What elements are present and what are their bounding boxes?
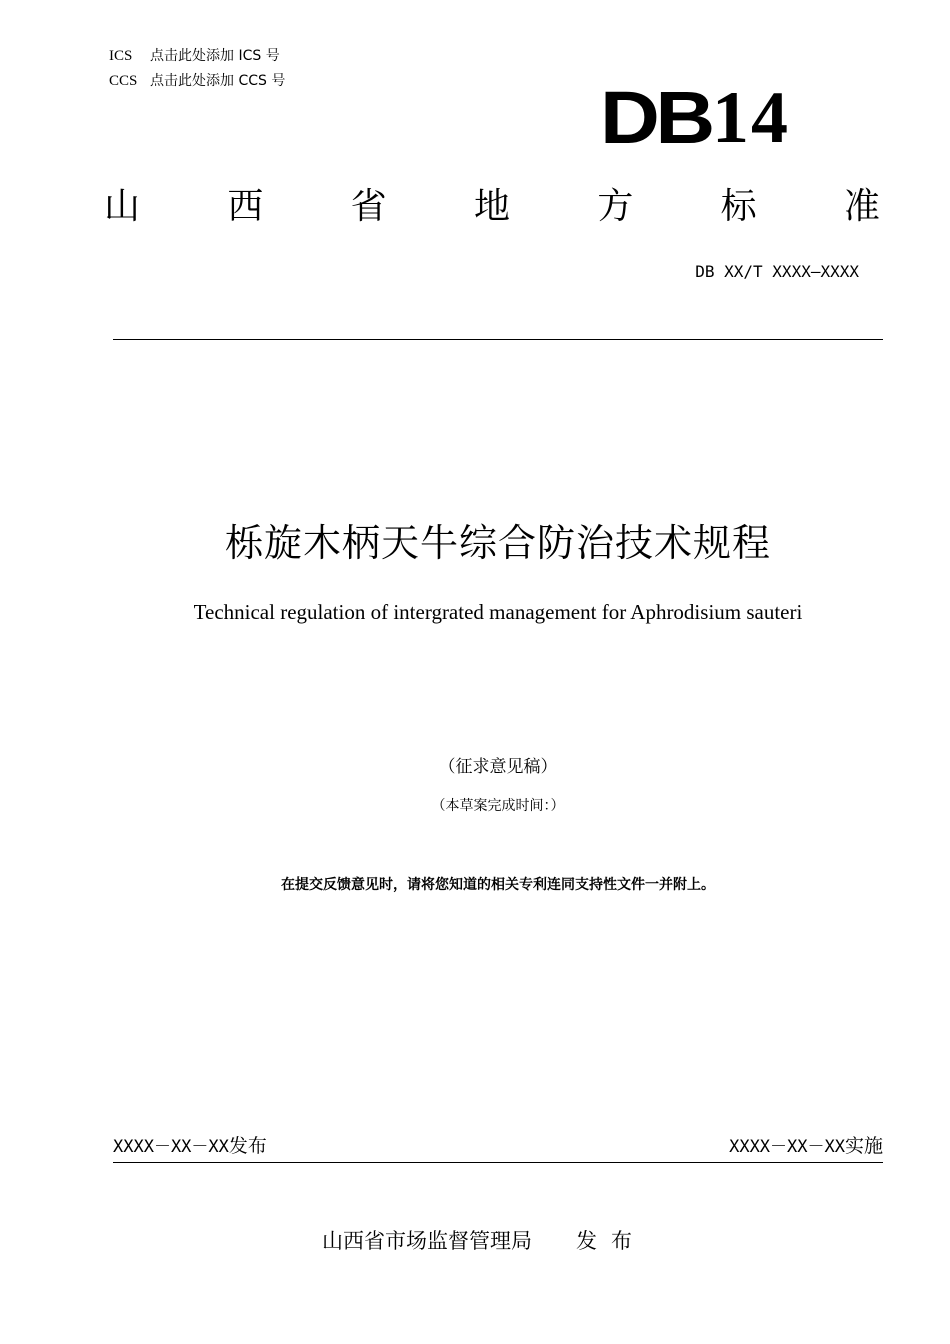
- issuer-line: [322, 1227, 646, 1255]
- ccs-value[interactable]: 点击此处添加 CCS 号: [150, 73, 286, 89]
- issuer-action: 发布: [576, 1229, 646, 1253]
- patent-notice: 在提交反馈意见时，请将您知道的相关专利连同支持性文件一并附上。: [281, 877, 715, 893]
- standard-type-char: 方: [597, 186, 634, 227]
- ics-value[interactable]: 点击此处添加 ICS 号: [150, 48, 280, 64]
- document-title-chinese: 栎旋木柄天牛综合防治技术规程: [224, 521, 771, 565]
- issuer-name: 山西省市场监督管理局: [322, 1229, 532, 1253]
- db-logo-number: 14: [712, 77, 790, 159]
- publish-date-line: [113, 1133, 267, 1160]
- standard-type-char: 标: [720, 186, 757, 227]
- implement-label: 实施: [844, 1135, 883, 1157]
- standard-type-char: 西: [227, 186, 264, 227]
- publish-label: 发布: [228, 1135, 267, 1157]
- standard-type-heading: [104, 184, 880, 230]
- db-logo: [600, 76, 810, 159]
- document-title-english: Technical regulation of intergrated management for Aphrodisium sauteri: [193, 600, 803, 624]
- standard-type-char: 地: [473, 186, 510, 227]
- standard-type-char: 山: [104, 186, 141, 227]
- implement-date: XXXX－XX－XX: [729, 1137, 845, 1157]
- top-divider: [113, 339, 883, 340]
- standard-code: DB XX/T XXXX—XXXX: [695, 262, 859, 281]
- ics-label: ICS: [109, 48, 133, 64]
- publish-date: XXXX－XX－XX: [113, 1137, 229, 1157]
- standard-type-char: 准: [843, 186, 880, 227]
- ccs-label: CCS: [109, 73, 138, 89]
- standard-type-char: 省: [350, 186, 387, 227]
- bottom-divider: [113, 1162, 883, 1163]
- db-logo-prefix: DB: [600, 76, 711, 159]
- ics-line: [109, 47, 280, 65]
- ccs-line: [109, 72, 285, 90]
- implement-date-line: [729, 1133, 883, 1160]
- draft-completion-time: （本草案完成时间：）: [431, 798, 565, 814]
- draft-status: （征求意见稿）: [438, 757, 558, 777]
